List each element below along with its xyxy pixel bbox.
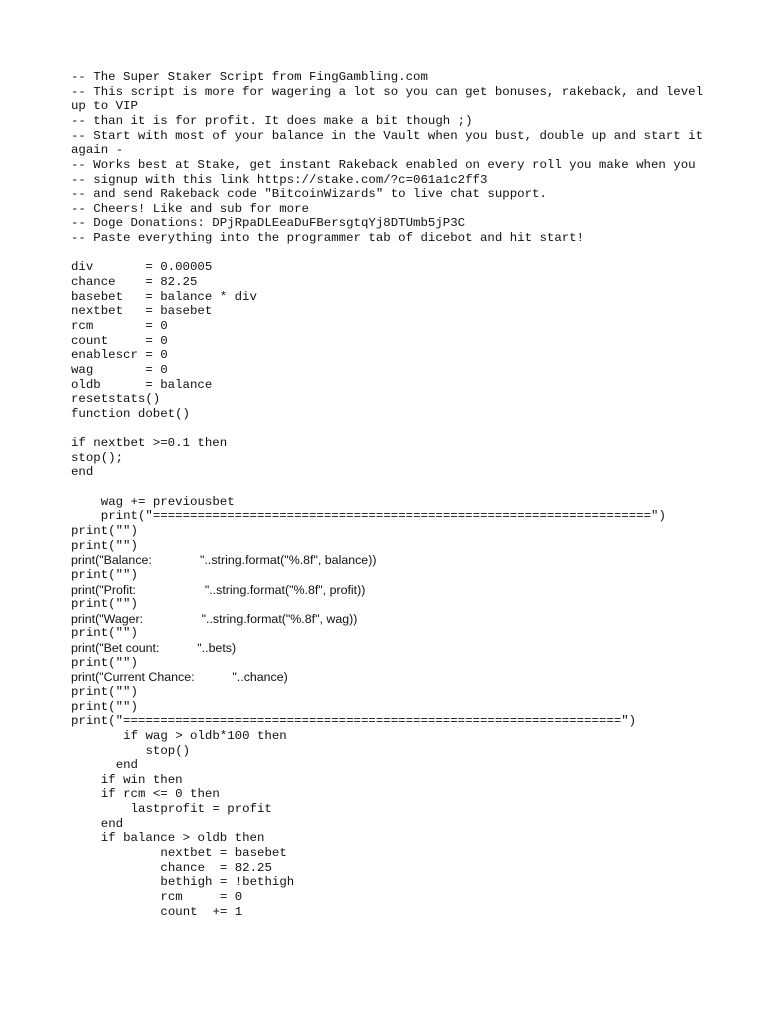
- code-line: function dobet(): [71, 406, 190, 421]
- code-line: resetstats(): [71, 392, 161, 407]
- code-line: count += 1: [160, 904, 243, 919]
- script-document: [71, 70, 711, 919]
- code-line: lastprofit = profit: [130, 802, 272, 817]
- code-line: -- Paste everything into the programmer tab of dicebot and hit start!: [71, 231, 585, 246]
- blank-line: [71, 421, 711, 436]
- code-line: print("Balance: "..string.format("%.8f", balance)): [71, 553, 377, 568]
- code-line: enablescr = 0: [71, 348, 168, 363]
- code-line: wag += previousbet: [100, 494, 235, 509]
- code-line: -- This script is more for wagering a lot so you can get bonuses, rakeback, and level up to VIP: [71, 84, 711, 114]
- code-line: print("Bet count: "..bets): [71, 641, 237, 656]
- code-line: -- The Super Staker Script from FingGambling.com: [71, 70, 428, 84]
- code-line: bethigh = !bethigh: [160, 875, 295, 890]
- code-line: print("==================================================================="): [71, 714, 637, 729]
- code-line: print("Profit: "..string.format("%.8f", profit)): [71, 582, 366, 597]
- code-line: if balance > oldb then: [100, 831, 265, 846]
- code-line: print(""): [71, 538, 138, 553]
- code-line: end: [100, 816, 124, 831]
- code-line: chance = 82.25: [160, 860, 272, 875]
- code-line: -- Doge Donations: DPjRpaDLEeaDuFBersgtqYj8DTUmb5jP3C: [71, 216, 466, 231]
- code-line: wag = 0: [71, 362, 168, 377]
- code-line: end: [115, 758, 138, 773]
- code-line: print(""): [71, 597, 138, 612]
- code-line: nextbet = basebet: [160, 846, 287, 861]
- code-line: chance = 82.25: [71, 275, 198, 290]
- code-line: print(""): [71, 626, 138, 641]
- code-line: if win then: [100, 772, 183, 787]
- code-line: -- Cheers! Like and sub for more: [71, 201, 309, 216]
- code-line: -- than it is for profit. It does make a bit though ;): [71, 113, 473, 128]
- code-line: if rcm <= 0 then: [100, 787, 220, 802]
- code-line: print(""): [71, 699, 138, 714]
- code-line: print(""): [71, 684, 138, 699]
- code-line: count = 0: [71, 333, 168, 348]
- code-line: if nextbet >=0.1 then: [71, 436, 228, 451]
- code-line: oldb = balance: [71, 377, 213, 392]
- code-line: div = 0.00005: [71, 260, 213, 275]
- code-line: basebet = balance * div: [71, 289, 257, 304]
- code-line: print("Wager: "..string.format("%.8f", wag)): [71, 611, 358, 626]
- code-line: nextbet = basebet: [71, 304, 213, 319]
- blank-line: [71, 480, 711, 495]
- code-line: end: [71, 465, 94, 480]
- code-line: -- Start with most of your balance in the Vault when you bust, double up and start it again -: [71, 128, 711, 158]
- code-line: rcm = 0: [160, 889, 243, 904]
- code-line: print(""): [71, 523, 138, 538]
- code-line: -- signup with this link https://stake.com/?c=061a1c2ff3: [71, 172, 488, 187]
- code-line: if wag > oldb*100 then: [123, 728, 287, 743]
- blank-line: [71, 246, 711, 261]
- code-line: print("Current Chance: "..chance): [71, 670, 288, 685]
- code-line: -- Works best at Stake, get instant Rakeback enabled on every roll you make when you: [71, 157, 696, 172]
- code-line: stop();: [71, 450, 124, 465]
- code-line: stop(): [145, 743, 191, 758]
- code-line: print(""): [71, 655, 138, 670]
- code-line: rcm = 0: [71, 318, 168, 333]
- code-line: print(""): [71, 567, 138, 582]
- code-line: -- and send Rakeback code "BitcoinWizards" to live chat support.: [71, 187, 547, 202]
- code-line: print("==================================================================="): [100, 509, 666, 524]
